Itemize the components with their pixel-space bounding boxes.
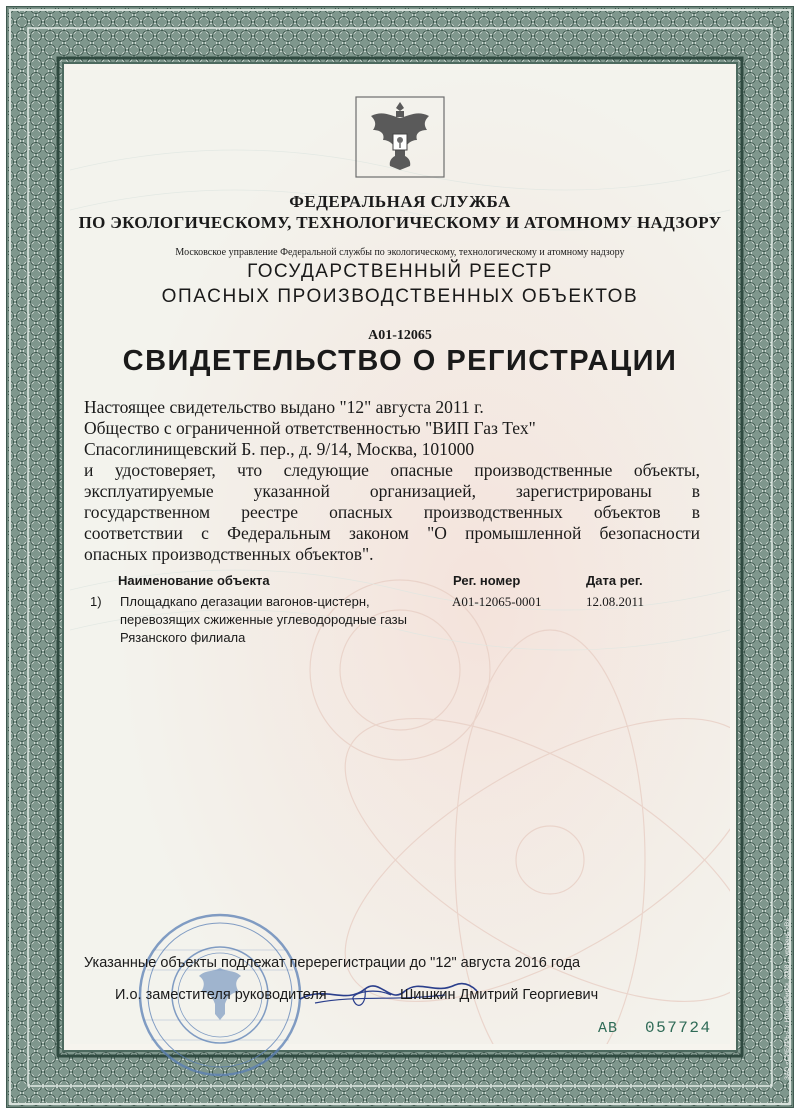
registration-number: А01-12065	[368, 328, 432, 343]
table-row-name-line1: Площадкапо дегазации вагонов-цистерн,	[120, 594, 370, 609]
body-paragraph-line5: опасных производственных объектов".	[84, 544, 374, 564]
reregistration-notice: Указанные объекты подлежат перерегистрации до "12" августа 2016 года	[84, 955, 581, 971]
certificate-title: СВИДЕТЕЛЬСТВО О РЕГИСТРАЦИИ	[122, 345, 678, 377]
registry-title-line2: ОПАСНЫХ ПРОИЗВОДСТВЕННЫХ ОБЪЕКТОВ	[161, 286, 639, 307]
serial-series: АВ	[598, 1020, 619, 1037]
table-row-name-line3: Рязанского филиала	[120, 630, 246, 645]
organization-name: Общество с ограниченной ответственностью "ВИП Газ Тех"	[84, 418, 536, 438]
table-header-reg-number: Рег. номер	[453, 573, 521, 588]
table-row-reg-number: А01-12065-0001	[452, 594, 542, 609]
agency-name-line1: ФЕДЕРАЛЬНАЯ СЛУЖБА	[289, 192, 511, 211]
organization-address: Спасоглинищевский Б. пер., д. 9/14, Москва, 101000	[84, 439, 475, 459]
agency-subunit: Московское управление Федеральной службы по экологическому, технологическому и атомному надзору	[175, 247, 625, 258]
body-paragraph-line3: государственном реестре опасных производственных объектов в	[84, 502, 700, 522]
issued-date-text: Настоящее свидетельство выдано "12" августа 2011 г.	[84, 397, 484, 417]
body-paragraph-line2: эксплуатируемые указанной организацией, зарегистрированы в	[84, 481, 700, 501]
agency-name-line2: ПО ЭКОЛОГИЧЕСКОМУ, ТЕХНОЛОГИЧЕСКОМУ И АТОМНОМУ НАДЗОРУ	[78, 213, 722, 232]
table-row-name-line2: перевозящих сжиженные углеводородные газы	[120, 612, 407, 627]
table-row-index: 1)	[90, 594, 102, 609]
body-paragraph-line1: и удостоверяет, что следующие опасные производственные объекты,	[84, 460, 700, 480]
printer-imprint-text: ЗАО «СИБИРЬ», г. Новосибирск, 2008 г., уровень «В»	[784, 918, 791, 1080]
table-row-reg-date: 12.08.2011	[586, 594, 645, 609]
printer-imprint	[774, 760, 791, 1090]
body-paragraph-line4: соответствии с Федеральным законом "О промышленной безопасности	[84, 523, 700, 543]
signatory-name: Шишкин Дмитрий Георгиевич	[400, 987, 599, 1003]
table-header-reg-date: Дата рег.	[586, 573, 643, 588]
serial-number: 057724	[645, 1019, 712, 1037]
registry-title-line1: ГОСУДАРСТВЕННЫЙ РЕЕСТР	[247, 261, 553, 282]
russian-coat-of-arms-icon	[355, 96, 445, 178]
signatory-role: И.о. заместителя руководителя	[115, 987, 327, 1003]
table-header-name: Наименование объекта	[118, 573, 270, 588]
